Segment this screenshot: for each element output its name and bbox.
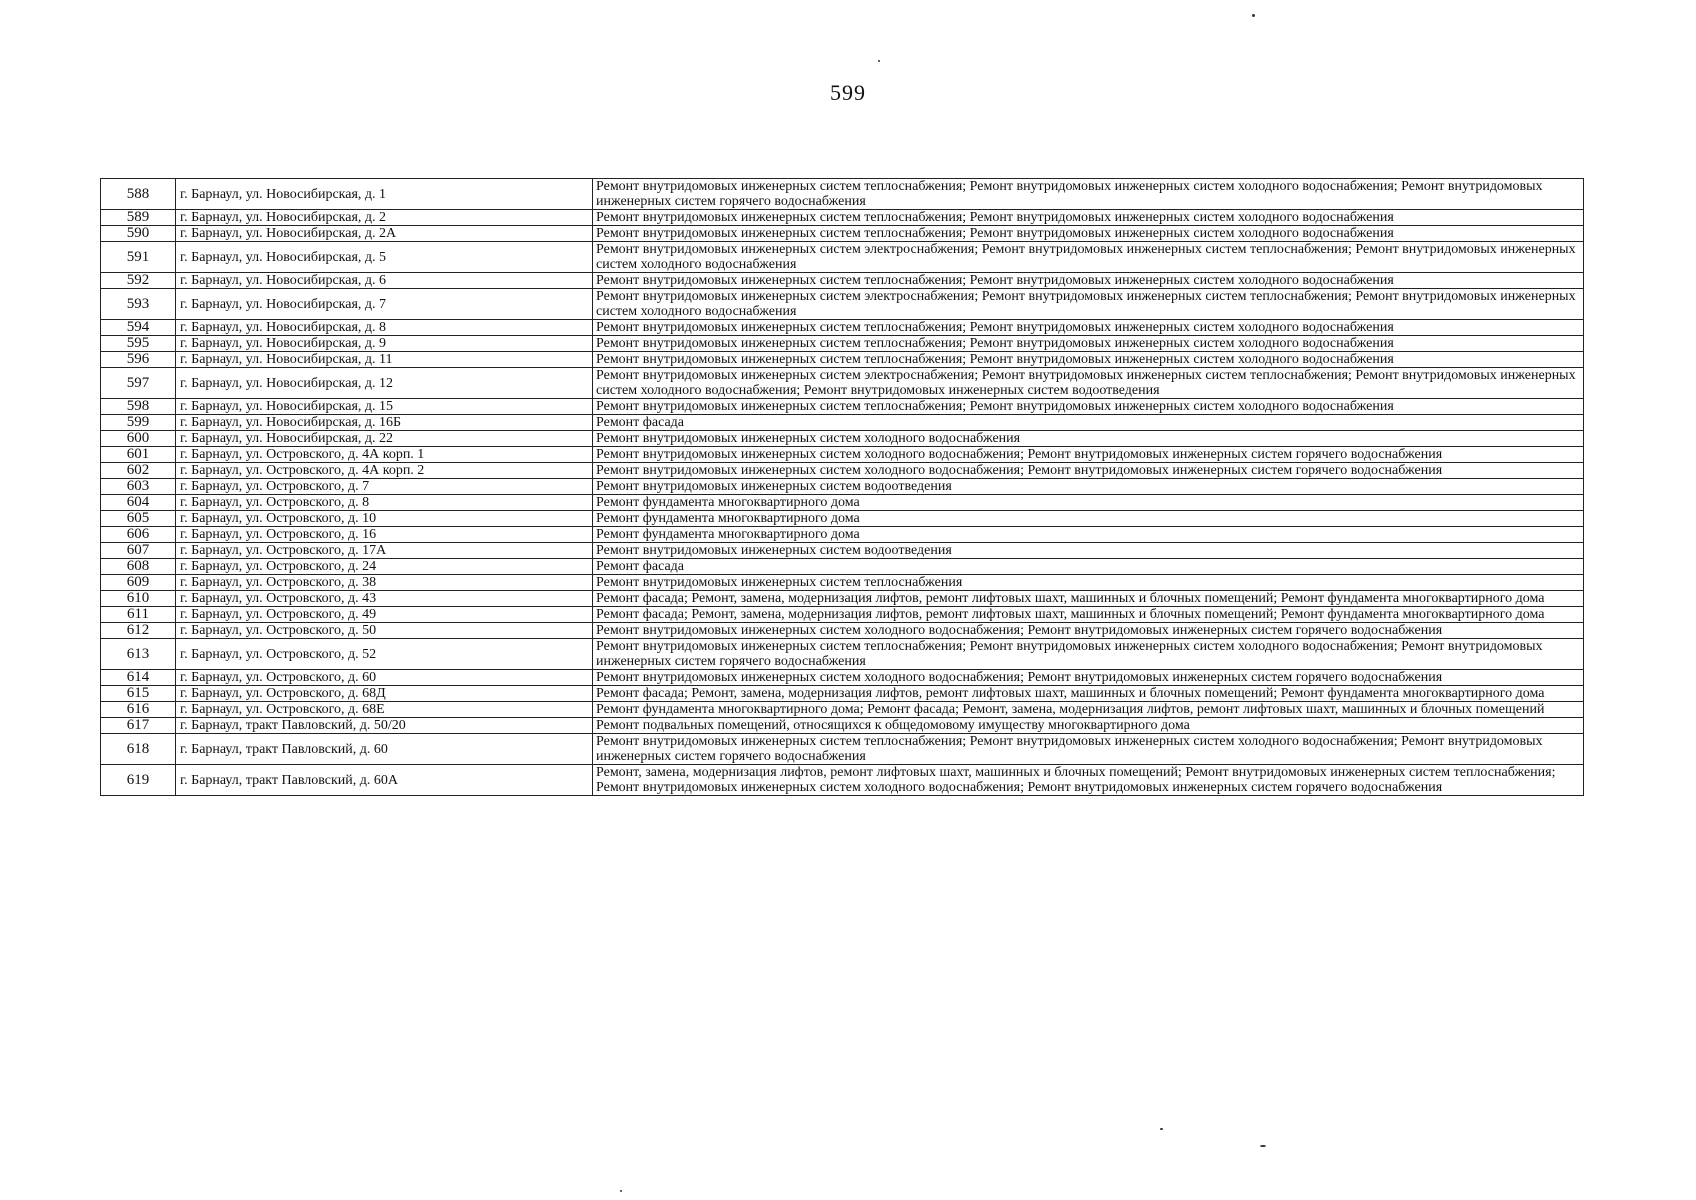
row-address: г. Барнаул, ул. Островского, д. 50 [176, 623, 593, 639]
row-address: г. Барнаул, ул. Новосибирская, д. 7 [176, 289, 593, 320]
table-row [101, 575, 1584, 591]
row-address: г. Барнаул, ул. Островского, д. 52 [176, 639, 593, 670]
row-address: г. Барнаул, ул. Островского, д. 17А [176, 543, 593, 559]
row-works: Ремонт внутридомовых инженерных систем теплоснабжения; Ремонт внутридомовых инженерных систем холодного водоснабжения [593, 273, 1584, 289]
row-address: г. Барнаул, тракт Павловский, д. 60 [176, 734, 593, 765]
row-works: Ремонт фасада; Ремонт, замена, модернизация лифтов, ремонт лифтовых шахт, машинных и блочных помещений; Ремонт фундамента многоквартирного дома [593, 591, 1584, 607]
row-number: 598 [101, 399, 176, 415]
row-works: Ремонт внутридомовых инженерных систем теплоснабжения; Ремонт внутридомовых инженерных систем холодного водоснабжения [593, 352, 1584, 368]
row-works: Ремонт, замена, модернизация лифтов, ремонт лифтовых шахт, машинных и блочных помещений; Ремонт внутридомовых инженерных систем теплоснабжения; Ремонт внутридомовых инженерных систем холодного водоснабжения; Ремонт внутридомовых инженерных систем горячего водоснабжения [593, 765, 1584, 796]
scan-speck [620, 1190, 622, 1192]
scan-speck [1160, 1128, 1163, 1130]
row-works: Ремонт внутридомовых инженерных систем теплоснабжения; Ремонт внутридомовых инженерных систем холодного водоснабжения [593, 320, 1584, 336]
row-number: 608 [101, 559, 176, 575]
row-number: 602 [101, 463, 176, 479]
scan-speck [1252, 14, 1255, 17]
row-address: г. Барнаул, ул. Островского, д. 68Е [176, 702, 593, 718]
row-address: г. Барнаул, ул. Островского, д. 49 [176, 607, 593, 623]
row-number: 616 [101, 702, 176, 718]
row-works: Ремонт внутридомовых инженерных систем водоотведения [593, 479, 1584, 495]
table-row [101, 463, 1584, 479]
table-row [101, 226, 1584, 242]
row-number: 610 [101, 591, 176, 607]
row-works: Ремонт внутридомовых инженерных систем теплоснабжения [593, 575, 1584, 591]
row-works: Ремонт фундамента многоквартирного дома [593, 527, 1584, 543]
table-row [101, 273, 1584, 289]
row-works: Ремонт внутридомовых инженерных систем холодного водоснабжения; Ремонт внутридомовых инженерных систем горячего водоснабжения [593, 670, 1584, 686]
row-number: 590 [101, 226, 176, 242]
row-number: 592 [101, 273, 176, 289]
row-number: 595 [101, 336, 176, 352]
register-body [101, 179, 1584, 796]
row-number: 618 [101, 734, 176, 765]
row-address: г. Барнаул, ул. Островского, д. 4А корп. 2 [176, 463, 593, 479]
row-works: Ремонт внутридомовых инженерных систем теплоснабжения; Ремонт внутридомовых инженерных систем холодного водоснабжения; Ремонт внутридомовых инженерных систем горячего водоснабжения [593, 639, 1584, 670]
row-works: Ремонт внутридомовых инженерных систем холодного водоснабжения [593, 431, 1584, 447]
row-works: Ремонт внутридомовых инженерных систем водоотведения [593, 543, 1584, 559]
row-number: 612 [101, 623, 176, 639]
table-row [101, 320, 1584, 336]
table-row [101, 289, 1584, 320]
table-row [101, 559, 1584, 575]
row-number: 609 [101, 575, 176, 591]
row-number: 619 [101, 765, 176, 796]
row-number: 603 [101, 479, 176, 495]
row-number: 594 [101, 320, 176, 336]
row-number: 593 [101, 289, 176, 320]
table-row [101, 495, 1584, 511]
table-row [101, 399, 1584, 415]
table-row [101, 511, 1584, 527]
table-row [101, 210, 1584, 226]
row-number: 591 [101, 242, 176, 273]
row-number: 614 [101, 670, 176, 686]
row-works: Ремонт внутридомовых инженерных систем теплоснабжения; Ремонт внутридомовых инженерных систем холодного водоснабжения; Ремонт внутридомовых инженерных систем горячего водоснабжения [593, 179, 1584, 210]
row-number: 613 [101, 639, 176, 670]
row-address: г. Барнаул, ул. Новосибирская, д. 9 [176, 336, 593, 352]
row-works: Ремонт внутридомовых инженерных систем холодного водоснабжения; Ремонт внутридомовых инженерных систем горячего водоснабжения [593, 463, 1584, 479]
table-row [101, 352, 1584, 368]
row-works: Ремонт фасада; Ремонт, замена, модернизация лифтов, ремонт лифтовых шахт, машинных и блочных помещений; Ремонт фундамента многоквартирного дома [593, 686, 1584, 702]
row-number: 588 [101, 179, 176, 210]
row-number: 601 [101, 447, 176, 463]
row-address: г. Барнаул, ул. Новосибирская, д. 6 [176, 273, 593, 289]
row-number: 589 [101, 210, 176, 226]
row-address: г. Барнаул, тракт Павловский, д. 60А [176, 765, 593, 796]
row-address: г. Барнаул, ул. Островского, д. 16 [176, 527, 593, 543]
row-number: 606 [101, 527, 176, 543]
row-works: Ремонт внутридомовых инженерных систем теплоснабжения; Ремонт внутридомовых инженерных систем холодного водоснабжения [593, 336, 1584, 352]
row-address: г. Барнаул, ул. Новосибирская, д. 22 [176, 431, 593, 447]
row-number: 607 [101, 543, 176, 559]
row-address: г. Барнаул, ул. Новосибирская, д. 1 [176, 179, 593, 210]
row-number: 605 [101, 511, 176, 527]
table-row [101, 702, 1584, 718]
page-number: 599 [830, 80, 866, 105]
row-address: г. Барнаул, ул. Новосибирская, д. 12 [176, 368, 593, 399]
row-works: Ремонт внутридомовых инженерных систем холодного водоснабжения; Ремонт внутридомовых инженерных систем горячего водоснабжения [593, 623, 1584, 639]
table-row [101, 527, 1584, 543]
row-address: г. Барнаул, ул. Новосибирская, д. 2А [176, 226, 593, 242]
table-row [101, 718, 1584, 734]
row-number: 599 [101, 415, 176, 431]
row-address: г. Барнаул, ул. Островского, д. 10 [176, 511, 593, 527]
row-works: Ремонт подвальных помещений, относящихся к общедомовому имуществу многоквартирного дома [593, 718, 1584, 734]
table-row [101, 607, 1584, 623]
table-row [101, 686, 1584, 702]
row-works: Ремонт внутридомовых инженерных систем электроснабжения; Ремонт внутридомовых инженерных систем теплоснабжения; Ремонт внутридомовых инженерных систем холодного водоснабжения; Ремонт внутридомовых инженерных систем водоотведения [593, 368, 1584, 399]
row-address: г. Барнаул, ул. Островского, д. 43 [176, 591, 593, 607]
table-row [101, 336, 1584, 352]
row-address: г. Барнаул, ул. Новосибирская, д. 11 [176, 352, 593, 368]
table-row [101, 765, 1584, 796]
table-row [101, 623, 1584, 639]
row-works: Ремонт фасада [593, 415, 1584, 431]
row-address: г. Барнаул, ул. Островского, д. 7 [176, 479, 593, 495]
row-works: Ремонт внутридомовых инженерных систем электроснабжения; Ремонт внутридомовых инженерных систем теплоснабжения; Ремонт внутридомовых инженерных систем холодного водоснабжения [593, 289, 1584, 320]
row-number: 596 [101, 352, 176, 368]
row-number: 615 [101, 686, 176, 702]
row-address: г. Барнаул, ул. Островского, д. 60 [176, 670, 593, 686]
table-row [101, 639, 1584, 670]
row-address: г. Барнаул, ул. Новосибирская, д. 15 [176, 399, 593, 415]
row-number: 611 [101, 607, 176, 623]
row-works: Ремонт внутридомовых инженерных систем теплоснабжения; Ремонт внутридомовых инженерных систем холодного водоснабжения; Ремонт внутридомовых инженерных систем горячего водоснабжения [593, 734, 1584, 765]
row-works: Ремонт внутридомовых инженерных систем холодного водоснабжения; Ремонт внутридомовых инженерных систем горячего водоснабжения [593, 447, 1584, 463]
row-address: г. Барнаул, ул. Новосибирская, д. 2 [176, 210, 593, 226]
table-row [101, 242, 1584, 273]
row-works: Ремонт внутридомовых инженерных систем теплоснабжения; Ремонт внутридомовых инженерных систем холодного водоснабжения [593, 399, 1584, 415]
table-row [101, 415, 1584, 431]
row-address: г. Барнаул, ул. Новосибирская, д. 5 [176, 242, 593, 273]
row-address: г. Барнаул, ул. Островского, д. 68Д [176, 686, 593, 702]
table-row [101, 447, 1584, 463]
scan-speck [1260, 1145, 1266, 1147]
row-works: Ремонт внутридомовых инженерных систем теплоснабжения; Ремонт внутридомовых инженерных систем холодного водоснабжения [593, 210, 1584, 226]
row-works: Ремонт внутридомовых инженерных систем теплоснабжения; Ремонт внутридомовых инженерных систем холодного водоснабжения [593, 226, 1584, 242]
row-works: Ремонт фасада [593, 559, 1584, 575]
table-row [101, 368, 1584, 399]
repair-register-table [100, 178, 1584, 796]
row-works: Ремонт фундамента многоквартирного дома [593, 511, 1584, 527]
table-row [101, 670, 1584, 686]
row-number: 597 [101, 368, 176, 399]
row-number: 617 [101, 718, 176, 734]
row-address: г. Барнаул, ул. Островского, д. 24 [176, 559, 593, 575]
row-number: 600 [101, 431, 176, 447]
row-address: г. Барнаул, ул. Островского, д. 38 [176, 575, 593, 591]
table-row [101, 179, 1584, 210]
row-works: Ремонт внутридомовых инженерных систем электроснабжения; Ремонт внутридомовых инженерных систем теплоснабжения; Ремонт внутридомовых инженерных систем холодного водоснабжения [593, 242, 1584, 273]
table-row [101, 479, 1584, 495]
table-row [101, 734, 1584, 765]
row-address: г. Барнаул, ул. Островского, д. 8 [176, 495, 593, 511]
table-row [101, 543, 1584, 559]
table-row [101, 431, 1584, 447]
row-works: Ремонт фасада; Ремонт, замена, модернизация лифтов, ремонт лифтовых шахт, машинных и блочных помещений; Ремонт фундамента многоквартирного дома [593, 607, 1584, 623]
scan-speck [878, 60, 880, 62]
row-address: г. Барнаул, тракт Павловский, д. 50/20 [176, 718, 593, 734]
table-row [101, 591, 1584, 607]
row-address: г. Барнаул, ул. Новосибирская, д. 8 [176, 320, 593, 336]
row-address: г. Барнаул, ул. Островского, д. 4А корп. 1 [176, 447, 593, 463]
row-number: 604 [101, 495, 176, 511]
row-address: г. Барнаул, ул. Новосибирская, д. 16Б [176, 415, 593, 431]
row-works: Ремонт фундамента многоквартирного дома [593, 495, 1584, 511]
row-works: Ремонт фундамента многоквартирного дома; Ремонт фасада; Ремонт, замена, модернизация лифтов, ремонт лифтовых шахт, машинных и блочных помещений [593, 702, 1584, 718]
